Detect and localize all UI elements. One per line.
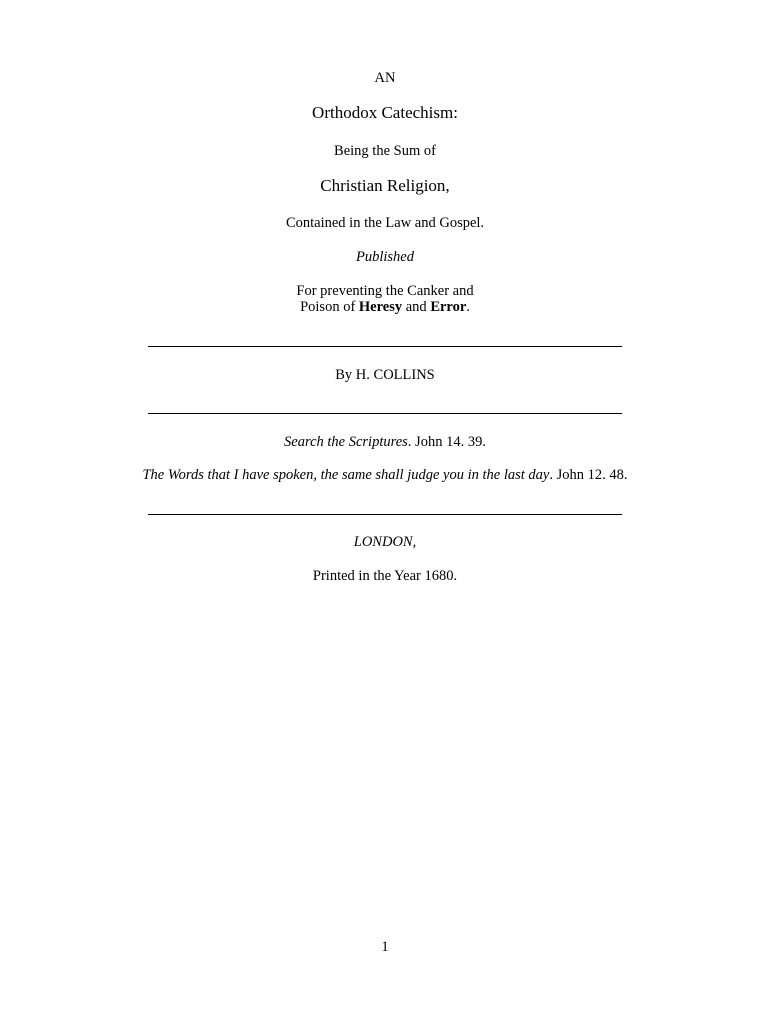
purpose-line-1: For preventing the Canker and (296, 283, 474, 299)
subtitle-being-sum: Being the Sum of (334, 143, 436, 159)
epigraph-2 (0, 467, 770, 484)
purpose-end: . (466, 299, 470, 315)
page-number: 1 (381, 939, 389, 955)
purpose-line-2 (0, 299, 770, 316)
main-title: Orthodox Catechism: (312, 103, 458, 122)
epigraph-2-reference: . John 12. 48. (549, 467, 628, 483)
imprint-line: Printed in the Year 1680. (312, 568, 458, 584)
divider-rule (148, 514, 622, 515)
purpose-and: and (402, 299, 431, 315)
error-word: Error (430, 299, 467, 315)
published-line: Published (356, 249, 414, 265)
purpose-prefix: Poison of (300, 299, 359, 315)
epigraph-1 (0, 434, 770, 451)
contained-line: Contained in the Law and Gospel. (285, 215, 485, 231)
subject-title: Christian Religion, (320, 176, 450, 195)
title-an: AN (374, 70, 396, 86)
heresy-word: Heresy (358, 299, 403, 315)
epigraph-1-quote: Search the Scriptures (284, 434, 408, 450)
author-line: By H. COLLINS (335, 367, 435, 383)
divider-rule (148, 413, 622, 414)
epigraph-1-reference: . John 14. 39. (407, 434, 486, 450)
place-line: LONDON, (353, 534, 417, 550)
divider-rule (148, 346, 622, 347)
epigraph-2-quote: The Words that I have spoken, the same shall judge you in the last day (142, 467, 550, 483)
